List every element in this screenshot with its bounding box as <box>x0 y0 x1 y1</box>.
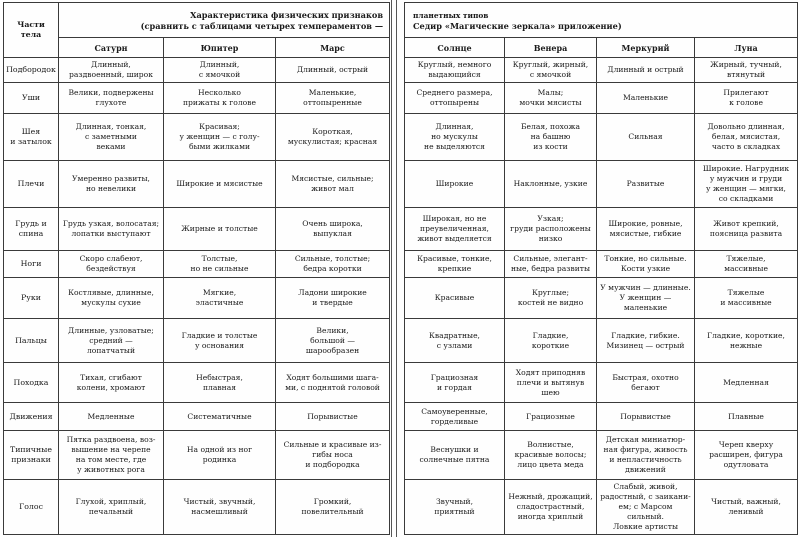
planet-header-jupiter: Юпитер <box>164 38 276 58</box>
cell-saturn: Медленные <box>59 403 164 431</box>
cell-saturn: Скоро слабеют, бездействуя <box>59 251 164 278</box>
cell-saturn: Грудь узкая, волосатая; лопатки выступают <box>59 208 164 251</box>
cell-jupiter: Гладкие и толстые у основания <box>164 319 276 363</box>
cell-sun: Квадратные, с узлами <box>405 319 505 363</box>
planet-header-mars: Марс <box>276 38 390 58</box>
cell-moon: Чистый, важный, ленивый <box>695 480 798 535</box>
cell-jupiter: Систематичные <box>164 403 276 431</box>
table-row <box>405 83 798 114</box>
cell-mercury: У мужчин — длинные. У женщин — маленькие <box>597 278 695 319</box>
cell-mars: Сильные, толстые; бедра коротки <box>276 251 390 278</box>
cell-saturn: Пятка раздвоена, воз- вышение на черепе на том месте, где у животных рога <box>59 431 164 480</box>
table-row <box>405 278 798 319</box>
planet-header-moon: Луна <box>695 38 798 58</box>
cell-mars: Порывистые <box>276 403 390 431</box>
cell-venus: Сильные, элегант- ные, бедра развиты <box>505 251 597 278</box>
title-left-line1: Характеристика физических признаков <box>190 10 384 20</box>
cell-moon: Гладкие, короткие, нежные <box>695 319 798 363</box>
cell-mars: Мясистые, сильные; живот мал <box>276 161 390 208</box>
cell-sun: Грациозная и гордая <box>405 363 505 403</box>
planet-header-mercury: Меркурий <box>597 38 695 58</box>
cell-moon: Тяжелые и массивные <box>695 278 798 319</box>
body-part-label: Плечи <box>4 161 59 208</box>
cell-sun: Круглый, немного выдающийся <box>405 58 505 83</box>
table-row <box>4 278 390 319</box>
cell-jupiter: Красивая; у женщин — с голу- быми жилками <box>164 114 276 161</box>
cell-saturn: Умеренно развиты, но невелики <box>59 161 164 208</box>
table-row <box>4 83 390 114</box>
cell-jupiter: Несколько прижаты к голове <box>164 83 276 114</box>
cell-moon: Живот крепкий, поясница развита <box>695 208 798 251</box>
cell-mercury: Сильная <box>597 114 695 161</box>
cell-venus: Грациозные <box>505 403 597 431</box>
cell-venus: Волнистые, красивые волосы; лицо цвета меда <box>505 431 597 480</box>
table-row <box>405 161 798 208</box>
cell-mercury: Порывистые <box>597 403 695 431</box>
cell-jupiter: Мягкие, эластичные <box>164 278 276 319</box>
cell-mercury: Детская миниатюр- ная фигура, живость и непластичность движений <box>597 431 695 480</box>
table-row <box>4 58 390 83</box>
body-part-label: Грудь и спина <box>4 208 59 251</box>
table-row <box>405 251 798 278</box>
cell-mercury: Гладкие, гибкие. Мизинец — острый <box>597 319 695 363</box>
title-left-line2: (сравнить с таблицами четырех темпераментов — <box>140 21 384 31</box>
table-row <box>4 251 390 278</box>
cell-venus: Нежный, дрожащий, сладострастный, иногда хриплый <box>505 480 597 535</box>
table-row <box>4 161 390 208</box>
body-parts-header: Части тела <box>4 3 59 58</box>
table-row <box>405 480 798 535</box>
table-row <box>4 403 390 431</box>
cell-mercury: Длинный и острый <box>597 58 695 83</box>
cell-mars: Сильные и красивые из- гибы носа и подбородка <box>276 431 390 480</box>
body-part-label: Движения <box>4 403 59 431</box>
cell-moon: Медленная <box>695 363 798 403</box>
cell-mercury: Развитые <box>597 161 695 208</box>
cell-sun: Самоуверенные, горделивые <box>405 403 505 431</box>
body-part-label: Пальцы <box>4 319 59 363</box>
cell-mars: Ладони широкие и твердые <box>276 278 390 319</box>
cell-venus: Ходят приподняв плечи и вытянув шею <box>505 363 597 403</box>
cell-mars: Громкий, повелительный <box>276 480 390 535</box>
cell-mercury: Широкие, ровные, мясистые, гибкие <box>597 208 695 251</box>
cell-sun: Длинная, но мускулы не выделяются <box>405 114 505 161</box>
cell-jupiter: Длинный, с ямочкой <box>164 58 276 83</box>
planet-header-sun: Солнце <box>405 38 505 58</box>
page-gutter-line <box>391 0 392 537</box>
cell-venus: Наклонные, узкие <box>505 161 597 208</box>
cell-saturn: Длинные, узловатые; средний — лопатчатый <box>59 319 164 363</box>
cell-mercury: Тонкие, но сильные. Кости узкие <box>597 251 695 278</box>
cell-jupiter: Толстые, но не сильные <box>164 251 276 278</box>
cell-mars: Велики, большой — шарообразен <box>276 319 390 363</box>
cell-moon: Тяжелые, массивные <box>695 251 798 278</box>
cell-moon: Прилегают к голове <box>695 83 798 114</box>
cell-moon: Плавные <box>695 403 798 431</box>
body-part-label: Ноги <box>4 251 59 278</box>
table-title-right <box>405 3 798 38</box>
cell-sun: Красивые, тонкие, крепкие <box>405 251 505 278</box>
body-part-label: Уши <box>4 83 59 114</box>
table-row <box>4 319 390 363</box>
cell-moon: Довольно длинная, белая, мясистая, часто в складках <box>695 114 798 161</box>
cell-mars: Маленькие, оттопыренные <box>276 83 390 114</box>
cell-mercury: Слабый, живой, радостный, с заикани- ем; с Марсом сильный. Ловкие артисты <box>597 480 695 535</box>
cell-mars: Длинный, острый <box>276 58 390 83</box>
table-row <box>4 208 390 251</box>
planet-header-saturn: Сатурн <box>59 38 164 58</box>
cell-sun: Широкая, но не преувеличенная, живот выделяется <box>405 208 505 251</box>
table-row <box>4 363 390 403</box>
cell-saturn: Длинная, тонкая, с заметными веками <box>59 114 164 161</box>
table-row <box>405 363 798 403</box>
cell-jupiter: Небыстрая, плавная <box>164 363 276 403</box>
cell-mars: Короткая, мускулистая; красная <box>276 114 390 161</box>
planet-header-venus: Венера <box>505 38 597 58</box>
cell-moon: Череп кверху расширен, фигура одутловата <box>695 431 798 480</box>
cell-sun: Красивые <box>405 278 505 319</box>
cell-sun: Веснушки и солнечные пятна <box>405 431 505 480</box>
body-part-label: Подбородок <box>4 58 59 83</box>
table-title-left <box>59 3 390 38</box>
cell-sun: Звучный, приятный <box>405 480 505 535</box>
cell-saturn: Глухой, хриплый, печальный <box>59 480 164 535</box>
body-part-label: Типичные признаки <box>4 431 59 480</box>
table-row <box>4 431 390 480</box>
cell-jupiter: Широкие и мясистые <box>164 161 276 208</box>
cell-venus: Круглый, жирный, с ямочкой <box>505 58 597 83</box>
page-gutter-line <box>396 0 397 537</box>
cell-saturn: Костлявые, длинные, мускулы сухие <box>59 278 164 319</box>
table-row <box>405 114 798 161</box>
cell-saturn: Длинный, раздвоенный, широк <box>59 58 164 83</box>
cell-jupiter: Чистый, звучный, насмешливый <box>164 480 276 535</box>
table-row <box>405 431 798 480</box>
cell-venus: Узкая; груди расположены низко <box>505 208 597 251</box>
cell-mars: Ходят большими шага- ми, с поднятой головой <box>276 363 390 403</box>
left-page-table <box>3 2 389 535</box>
title-right-line1: планетных типов <box>413 11 489 20</box>
table-row <box>4 114 390 161</box>
cell-venus: Белая, похожа на башню из кости <box>505 114 597 161</box>
body-part-label: Руки <box>4 278 59 319</box>
title-right-line2: Седир «Магические зеркала» приложение) <box>413 21 622 31</box>
cell-venus: Гладкие, короткие <box>505 319 597 363</box>
cell-sun: Широкие <box>405 161 505 208</box>
cell-venus: Круглые; костей не видно <box>505 278 597 319</box>
cell-moon: Жирный, тучный, втянутый <box>695 58 798 83</box>
table-row <box>405 58 798 83</box>
cell-saturn: Велики, подвержены глухоте <box>59 83 164 114</box>
cell-jupiter: На одной из ног родинка <box>164 431 276 480</box>
cell-mars: Очень широка, выпуклая <box>276 208 390 251</box>
table-row <box>405 403 798 431</box>
body-part-label: Голос <box>4 480 59 535</box>
cell-saturn: Тихая, сгибают колени, хромают <box>59 363 164 403</box>
table-row <box>4 480 390 535</box>
right-page-table <box>404 2 797 535</box>
table-row <box>405 319 798 363</box>
cell-moon: Широкие. Нагрудник у мужчин и груди у женщин — мягки, со складками <box>695 161 798 208</box>
cell-jupiter: Жирные и толстые <box>164 208 276 251</box>
cell-sun: Среднего размера, оттопырены <box>405 83 505 114</box>
cell-venus: Малы; мочки мясисты <box>505 83 597 114</box>
table-row <box>405 208 798 251</box>
cell-mercury: Маленькие <box>597 83 695 114</box>
body-part-label: Походка <box>4 363 59 403</box>
cell-mercury: Быстрая, охотно бегают <box>597 363 695 403</box>
body-part-label: Шея и затылок <box>4 114 59 161</box>
